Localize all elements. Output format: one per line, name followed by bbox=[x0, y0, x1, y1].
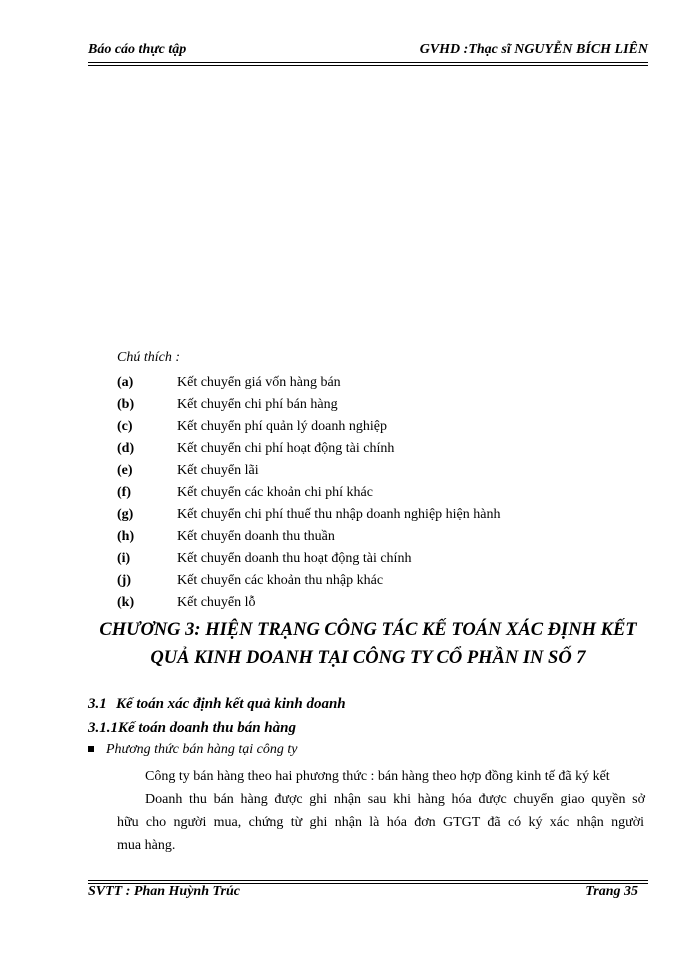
bullet-text: Phương thức bán hàng tại công ty bbox=[106, 742, 298, 757]
page-footer bbox=[88, 884, 648, 904]
footer-rule-top bbox=[88, 880, 648, 881]
legend-item bbox=[117, 416, 637, 438]
header-supervisor: GVHD :Thạc sĩ NGUYỄN BÍCH LIÊN bbox=[419, 42, 648, 57]
legend-code: (c) bbox=[117, 419, 133, 434]
legend-item bbox=[117, 460, 637, 482]
subsection-number: 3.1.1 bbox=[88, 720, 118, 736]
section-number: 3.1 bbox=[88, 696, 107, 712]
paragraph-2-line-2: hữu cho người mua, chứng từ ghi nhận là hóa đơn GTGT đã có ký xác nhận người bbox=[117, 815, 644, 830]
legend-text: Kết chuyển doanh thu thuần bbox=[177, 529, 335, 544]
header-rule-bottom bbox=[88, 65, 648, 66]
legend-item bbox=[117, 372, 637, 394]
legend-code: (i) bbox=[117, 551, 131, 566]
legend-item bbox=[117, 548, 637, 570]
paragraph-2-line-1: Doanh thu bán hàng được ghi nhận sau khi hàng hóa được chuyển giao quyền sở bbox=[145, 792, 645, 807]
legend-code: (b) bbox=[117, 397, 135, 412]
section-heading bbox=[88, 696, 346, 713]
legend-item bbox=[117, 526, 637, 548]
notes-legend bbox=[117, 372, 637, 614]
footer-student: SVTT : Phan Huỳnh Trúc bbox=[88, 884, 240, 899]
footer-page-number: Trang 35 bbox=[585, 884, 638, 899]
subsection-title: Kế toán doanh thu bán hàng bbox=[118, 720, 296, 736]
legend-text: Kết chuyển doanh thu hoạt động tài chính bbox=[177, 551, 412, 566]
legend-code: (g) bbox=[117, 507, 134, 522]
legend-text: Kết chuyển lỗ bbox=[177, 595, 256, 610]
legend-code: (k) bbox=[117, 595, 135, 610]
chapter-title-line-1: CHƯƠNG 3: HIỆN TRẠNG CÔNG TÁC KẾ TOÁN XÁC ĐỊNH KẾT bbox=[99, 620, 637, 640]
header-report-title: Báo cáo thực tập bbox=[88, 42, 187, 57]
legend-text: Kết chuyển chi phí hoạt động tài chính bbox=[177, 441, 395, 456]
bullet-item bbox=[88, 742, 298, 758]
subsection-heading bbox=[88, 720, 296, 737]
legend-code: (d) bbox=[117, 441, 135, 456]
legend-code: (j) bbox=[117, 573, 131, 588]
legend-text: Kết chuyển chi phí bán hàng bbox=[177, 397, 338, 412]
square-bullet-icon bbox=[88, 746, 94, 752]
section-title: Kế toán xác định kết quả kinh doanh bbox=[116, 696, 346, 712]
chapter-title bbox=[88, 616, 648, 672]
page-header bbox=[88, 42, 648, 62]
legend-code: (e) bbox=[117, 463, 133, 478]
legend-item bbox=[117, 504, 637, 526]
legend-text: Kết chuyển chi phí thuế thu nhập doanh nghiệp hiện hành bbox=[177, 507, 501, 522]
legend-text: Kết chuyển giá vốn hàng bán bbox=[177, 375, 341, 390]
legend-item bbox=[117, 592, 637, 614]
paragraph-2-line-3: mua hàng. bbox=[117, 838, 176, 853]
legend-text: Kết chuyển lãi bbox=[177, 463, 259, 478]
legend-item bbox=[117, 570, 637, 592]
legend-text: Kết chuyển các khoản thu nhập khác bbox=[177, 573, 384, 588]
legend-item bbox=[117, 482, 637, 504]
header-rule-top bbox=[88, 62, 648, 63]
legend-code: (h) bbox=[117, 529, 135, 544]
legend-text: Kết chuyển các khoản chi phí khác bbox=[177, 485, 373, 500]
legend-code: (f) bbox=[117, 485, 131, 500]
chapter-title-line-2: QUẢ KINH DOANH TẠI CÔNG TY CỔ PHẦN IN SỐ 7 bbox=[150, 648, 586, 668]
legend-code: (a) bbox=[117, 375, 134, 390]
legend-item bbox=[117, 438, 637, 460]
notes-title: Chú thích : bbox=[117, 350, 180, 365]
legend-item bbox=[117, 394, 637, 416]
legend-text: Kết chuyển phí quản lý doanh nghiệp bbox=[177, 419, 387, 434]
paragraph-1: Công ty bán hàng theo hai phương thức : bán hàng theo hợp đồng kinh tế đã ký kết bbox=[145, 769, 610, 784]
